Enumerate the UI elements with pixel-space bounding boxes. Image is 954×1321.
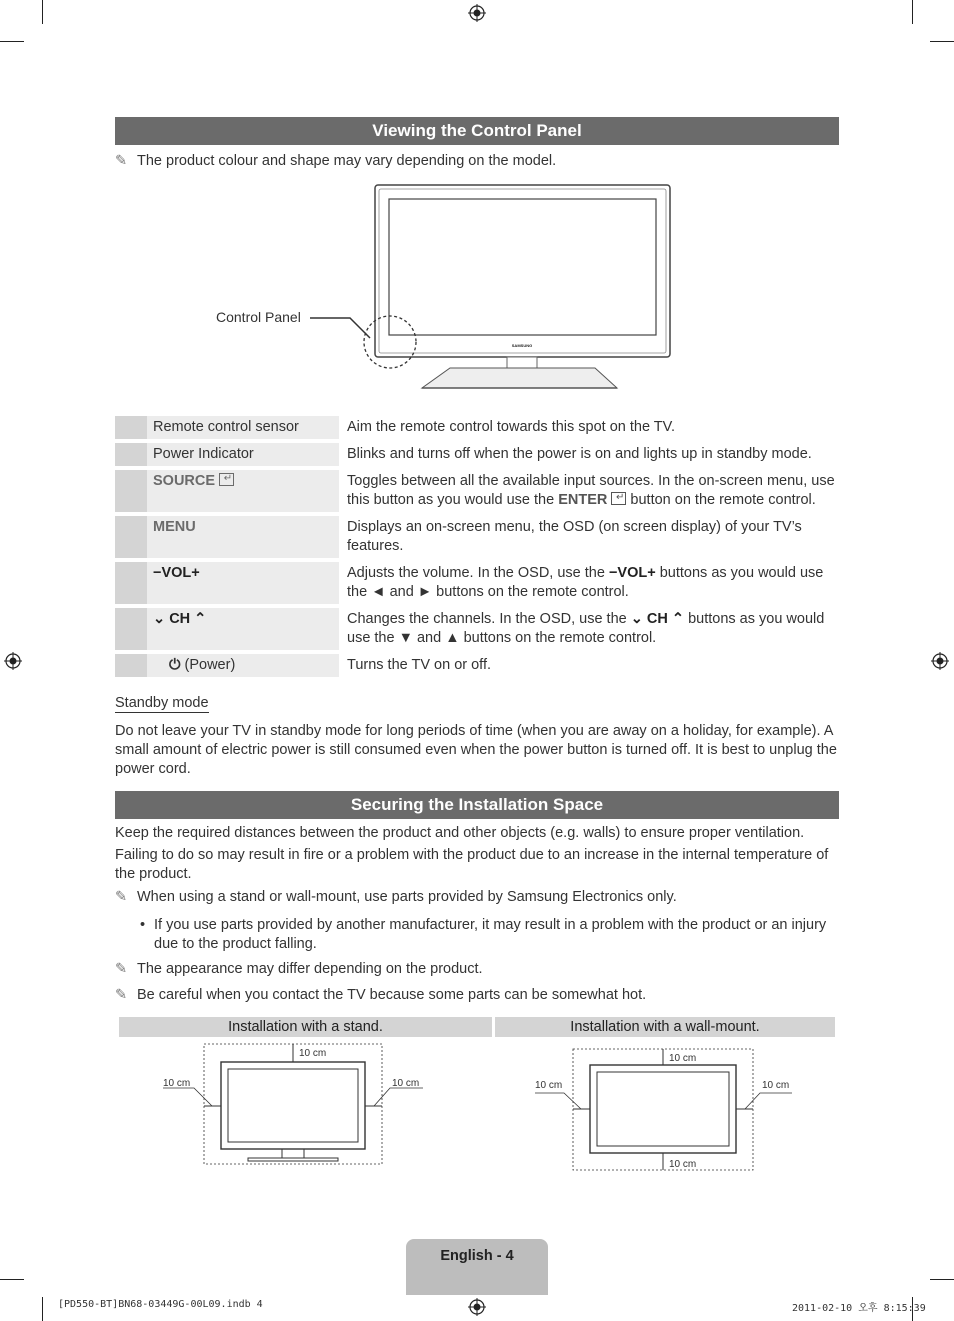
chevron-up-icon: ⌃ <box>671 611 685 627</box>
registration-mark-icon <box>468 1298 486 1316</box>
registration-mark-icon <box>4 652 22 670</box>
control-description: Adjusts the volume. In the OSD, use the −VOL+ buttons as you would use the ◄ and ► buttons on the remote control. <box>347 565 824 600</box>
control-name: Power Indicator <box>147 443 339 466</box>
power-icon: ⏻ <box>169 657 181 673</box>
plus-icon: + <box>647 565 656 581</box>
control-name <box>147 516 339 558</box>
section-title-installation: Securing the Installation Space <box>115 791 839 819</box>
table-row <box>115 562 839 604</box>
distance-label-top: 10 cm <box>299 1048 327 1059</box>
chevron-up-icon: ⌃ <box>194 611 207 627</box>
installation-paragraph-2: Failing to do so may result in fire or a problem with the product due to an increase in the internal temperature of the product. <box>115 847 829 882</box>
standby-text: Do not leave your TV in standby mode for long periods of time (when you are away on a holiday, for example). A small amount of electric power is still consumed even when the power button is turned off. It is best to unplug the power cord. <box>115 723 837 777</box>
distance-label-right: 10 cm <box>392 1078 420 1089</box>
table-row <box>115 416 839 439</box>
table-row <box>115 443 839 466</box>
control-panel-table <box>115 412 839 681</box>
control-description: Aim the remote control towards this spot on the TV. <box>347 419 676 435</box>
crop-mark <box>0 41 24 42</box>
control-panel-label: Control Panel <box>216 309 301 325</box>
control-name: −VOL+ <box>147 562 339 604</box>
crop-mark <box>930 41 954 42</box>
crop-mark <box>42 0 43 24</box>
minus-icon: − <box>608 565 618 581</box>
crop-mark <box>912 0 913 24</box>
brand-logo: SAMSUNG <box>511 343 533 348</box>
crop-mark <box>930 1279 954 1280</box>
enter-button-label: ENTER <box>558 492 608 508</box>
bullet-icon: • <box>140 917 146 933</box>
footer-file-info: [PD550-BT]BN68-03449G-00L09.indb 4 <box>58 1299 263 1310</box>
table-row <box>115 654 839 677</box>
note-product-colour: ✎ The product colour and shape may vary depending on the model. <box>115 153 557 169</box>
control-name: ⏻ (Power) <box>147 654 339 677</box>
page-number-tab: English - 4 <box>406 1239 548 1295</box>
bullet-item: • If you use parts provided by another manufacturer, it may result in a problem with the product or an injury due to the product falling. <box>140 917 827 952</box>
registration-mark-icon <box>931 652 949 670</box>
note-stand-parts: ✎ When using a stand or wall-mount, use parts provided by Samsung Electronics only. <box>115 889 677 905</box>
menu-button-label: MENU <box>153 519 196 535</box>
distance-label-left: 10 cm <box>535 1080 563 1091</box>
standby-heading: Standby mode <box>115 695 209 711</box>
control-name <box>147 470 339 512</box>
control-description: Displays an on-screen menu, the OSD (on screen display) of your TV’s features. <box>347 519 802 554</box>
pencil-note-icon: ✎ <box>115 987 128 1003</box>
minus-icon: − <box>153 565 162 581</box>
pencil-note-icon: ✎ <box>115 961 128 977</box>
table-row <box>115 608 839 650</box>
note-careful: ✎ Be careful when you contact the TV because some parts can be somewhat hot. <box>115 987 647 1003</box>
pencil-note-icon: ✎ <box>115 153 128 169</box>
stand-installation-diagram <box>150 1040 440 1170</box>
distance-label-right: 10 cm <box>762 1080 790 1091</box>
control-name: ⌄ CH ⌃ <box>147 608 339 650</box>
source-icon: ↵ <box>219 473 234 486</box>
installation-paragraph-1: Keep the required distances between the product and other objects (e.g. walls) to ensure proper ventilation. <box>115 825 805 841</box>
pencil-note-icon: ✎ <box>115 889 128 905</box>
plus-icon: + <box>191 565 200 581</box>
control-description: Blinks and turns off when the power is on and lights up in standby mode. <box>347 446 812 462</box>
crop-mark <box>42 1297 43 1321</box>
wall-installation-diagram <box>530 1045 800 1175</box>
tv-front-illustration <box>200 180 680 395</box>
chevron-down-icon: ⌄ <box>630 611 643 627</box>
distance-label-bottom: 10 cm <box>669 1159 697 1170</box>
section-title-control-panel: Viewing the Control Panel <box>115 117 839 145</box>
note-appearance: ✎ The appearance may differ depending on the product. <box>115 961 483 977</box>
enter-icon: ↵ <box>611 492 626 505</box>
distance-label-top: 10 cm <box>669 1053 697 1064</box>
source-button-label: SOURCE <box>153 473 216 489</box>
crop-mark <box>0 1279 24 1280</box>
footer-timestamp: 2011-02-10 오후 8:15:39 <box>792 1303 926 1314</box>
control-description: Turns the TV on or off. <box>347 657 492 673</box>
stand-install-header: Installation with a stand. <box>119 1017 492 1037</box>
control-name: Remote control sensor <box>147 416 339 439</box>
wall-install-header: Installation with a wall-mount. <box>495 1017 835 1037</box>
control-description: Toggles between all the available input sources. In the on-screen menu, use this button as you would use the ENTER ↵ button on the remote control. <box>347 473 835 508</box>
control-description: Changes the channels. In the OSD, use the ⌄ CH ⌃ buttons as you would use the ▼ and ▲ buttons on the remote control. <box>347 611 825 646</box>
distance-label-left: 10 cm <box>163 1078 191 1089</box>
table-row <box>115 470 839 512</box>
table-row <box>115 516 839 558</box>
chevron-down-icon: ⌄ <box>153 611 166 627</box>
registration-mark-icon <box>468 4 486 22</box>
